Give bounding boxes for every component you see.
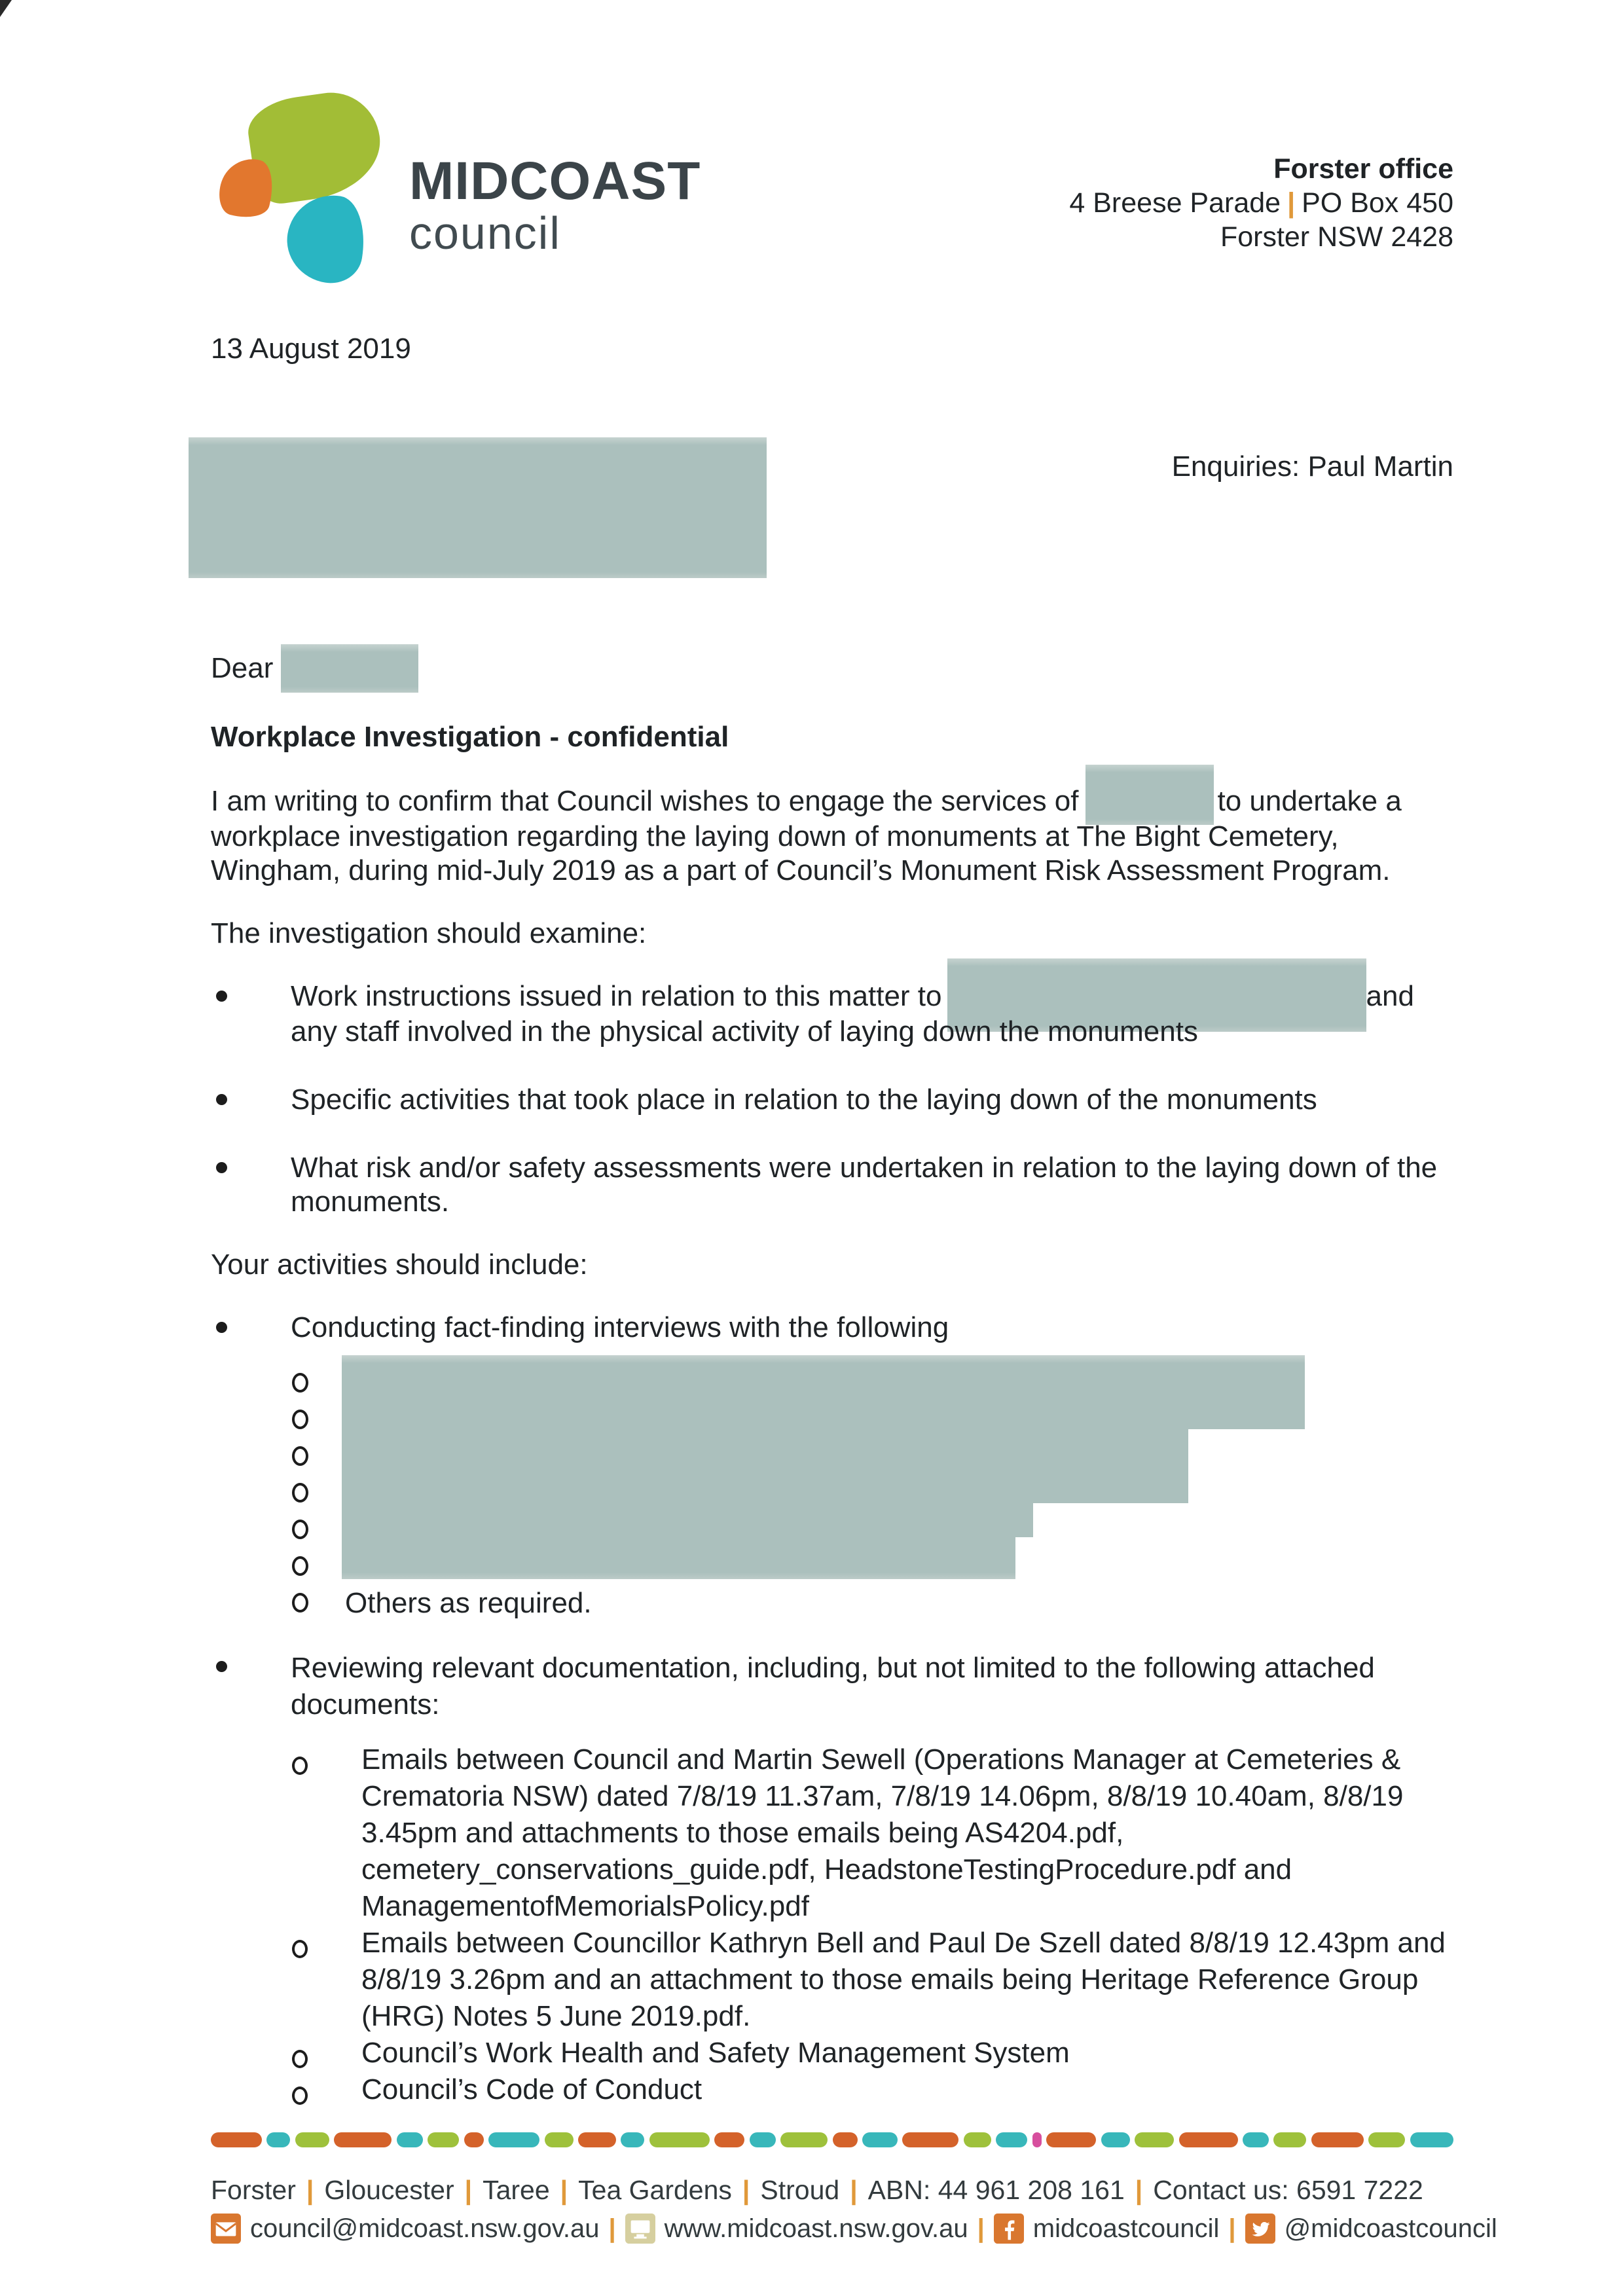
- divider-dash: [1046, 2132, 1096, 2147]
- divider-dash: [750, 2132, 776, 2147]
- footer-town: Stroud: [760, 2175, 840, 2205]
- separator-pipe: |: [742, 2175, 750, 2205]
- divider-dash: [649, 2132, 710, 2147]
- paragraph-1: [211, 784, 1458, 887]
- office-address-line1: [1069, 186, 1453, 220]
- divider-dash: [334, 2132, 392, 2147]
- divider-dash: [862, 2132, 898, 2147]
- office-title: Forster office: [1273, 153, 1453, 185]
- divider-dash: [578, 2132, 616, 2147]
- list-item: [211, 1151, 1458, 1219]
- documents-bullet-list: [211, 1650, 1458, 1723]
- divider-dash: [428, 2132, 459, 2147]
- list-item: [211, 1548, 1458, 1585]
- document-item-text: Emails between Council and Martin Sewell (Operations Manager at Cemeteries & Crematoria NSW) dated 7/8/19 11.37am, 7/8/19 14.06pm, 8/8/19 10.40am, 8/8/19 3.45pm and attachments to those emails being AS4204.pdf, cemetery_conservations_guide.pdf, HeadstoneTestingProcedure.pdf and ManagementofMemorialsPolicy.pdf: [361, 1743, 1404, 1922]
- inline-redaction: [1085, 765, 1214, 825]
- footer-town: Forster: [211, 2175, 296, 2205]
- circle-marker-icon: [292, 1446, 308, 1466]
- paragraph-1-text-cont: to undertake a workplace investigation regarding the laying down of monuments at The Bight Cemetery, Wingham, during mid-July 2019 as a part of Council’s Monument Risk Assessment Program.: [211, 785, 1402, 886]
- footer-town: Tea Gardens: [578, 2175, 732, 2205]
- midcoast-council-logo: [221, 88, 718, 291]
- divider-dash: [833, 2132, 858, 2147]
- separator-pipe: |: [464, 2175, 473, 2205]
- letter-footer: [211, 2132, 1497, 2244]
- list-item-text: Others as required.: [345, 1587, 592, 1619]
- list-item: [211, 2071, 1458, 2108]
- street-address: 4 Breese Parade: [1069, 187, 1281, 219]
- facebook-icon: [994, 2214, 1024, 2244]
- enquiries-line: Enquiries: Paul Martin: [1171, 450, 1453, 483]
- divider-dash: [266, 2132, 290, 2147]
- list-item: [211, 1438, 1458, 1475]
- bullet-dot-icon: [216, 1661, 227, 1672]
- bullet-dot-icon: [216, 1322, 227, 1333]
- divider-dash: [1032, 2132, 1042, 2147]
- circle-marker-icon: [292, 1556, 308, 1576]
- document-item-text: Emails between Councillor Kathryn Bell and Paul De Szell dated 8/8/19 12.43pm and 8/8/19 3.26pm and an attachment to those emails being Heritage Reference Group (HRG) Notes 5 June 2019.pdf.: [361, 1927, 1446, 2032]
- separator-pipe: |: [1287, 187, 1296, 219]
- footer-abn: ABN: 44 961 208 161: [867, 2175, 1125, 2205]
- divider-dash: [1243, 2132, 1269, 2147]
- bullet-dot-icon: [216, 991, 227, 1002]
- list-item: [211, 1311, 1458, 1345]
- divider-dash: [1368, 2132, 1405, 2147]
- footer-twitter-handle: @midcoastcouncil: [1284, 2214, 1497, 2243]
- list-item: [211, 1402, 1458, 1438]
- divider-dash: [964, 2132, 991, 2147]
- divider-dash: [1410, 2132, 1453, 2147]
- divider-dash: [295, 2132, 329, 2147]
- separator-pipe: |: [560, 2175, 568, 2205]
- circle-marker-icon: [292, 2050, 308, 2068]
- document-items: [211, 1741, 1458, 2108]
- circle-marker-icon: [292, 1520, 308, 1539]
- envelope-icon: [211, 2214, 241, 2244]
- letter-body: [211, 651, 1458, 1345]
- circle-marker-icon: [292, 1593, 308, 1613]
- bullet-text: Conducting fact-finding interviews with the following: [291, 1311, 949, 1344]
- list-item: [211, 1512, 1458, 1548]
- bullet-text: Reviewing relevant documentation, including, but not limited to the following attached documents:: [291, 1652, 1375, 1721]
- bullet-dot-icon: [216, 1094, 227, 1105]
- circle-marker-icon: [292, 1373, 308, 1393]
- salutation: Dear: [211, 652, 274, 684]
- logo-subname: council: [409, 208, 561, 259]
- logo-wordmark: [409, 151, 701, 259]
- divider-dash: [1311, 2132, 1364, 2147]
- bullet-text-cont: and any staff involved in the physical activity of laying down the monuments: [291, 979, 1414, 1048]
- footer-contact: Contact us: 6591 7222: [1153, 2175, 1423, 2205]
- office-address-line2: Forster NSW 2428: [1220, 221, 1453, 253]
- divider-dash: [902, 2132, 958, 2147]
- letter-date: 13 August 2019: [211, 333, 411, 365]
- footer-town: Taree: [483, 2175, 550, 2205]
- document-item-text: Council’s Code of Conduct: [361, 2073, 702, 2105]
- logo-teal-blob-icon: [281, 189, 371, 288]
- circle-marker-icon: [292, 1757, 308, 1775]
- footer-email: council@midcoast.nsw.gov.au: [250, 2214, 600, 2243]
- list-item: [211, 979, 1458, 1049]
- logo-name: MIDCOAST: [409, 151, 701, 211]
- list-item: [211, 1585, 1458, 1622]
- divider-dash: [397, 2132, 423, 2147]
- divider-dash: [714, 2132, 744, 2147]
- footer-website: www.midcoast.nsw.gov.au: [664, 2214, 968, 2243]
- salutation-line: [211, 651, 1458, 686]
- circle-marker-icon: [292, 1483, 308, 1503]
- footer-town: Gloucester: [324, 2175, 454, 2205]
- circle-marker-icon: [292, 2086, 308, 2105]
- list-item: [211, 1475, 1458, 1512]
- divider-dash: [1179, 2132, 1238, 2147]
- bullet-text: Work instructions issued in relation to this matter to: [291, 979, 942, 1012]
- divider-dash: [464, 2132, 484, 2147]
- list-item: [211, 1650, 1458, 1723]
- documents-section: [211, 1650, 1458, 2108]
- bullet-text: What risk and/or safety assessments were undertaken in relation to the laying down of the monuments.: [291, 1152, 1438, 1218]
- activities-intro: Your activities should include:: [211, 1248, 588, 1281]
- separator-pipe: |: [608, 2214, 616, 2243]
- document-item-text: Council’s Work Health and Safety Management System: [361, 2037, 1070, 2069]
- divider-dash: [1135, 2132, 1174, 2147]
- list-item: [211, 1365, 1458, 1402]
- divider-dash: [621, 2132, 644, 2147]
- separator-pipe: |: [850, 2175, 858, 2205]
- examine-intro: The investigation should examine:: [211, 917, 647, 949]
- list-item: [211, 1083, 1458, 1117]
- divider-dash: [1101, 2132, 1130, 2147]
- recipient-name-redaction: [281, 644, 418, 693]
- office-address-block: [1069, 152, 1453, 254]
- list-item: [211, 1925, 1458, 2035]
- divider-dash: [488, 2132, 539, 2147]
- footer-contacts-line: [211, 2214, 1497, 2244]
- list-item: [211, 2035, 1458, 2071]
- footer-towns-line: [211, 2175, 1453, 2206]
- activities-list: [211, 1311, 1458, 1345]
- po-box: PO Box 450: [1302, 187, 1453, 219]
- separator-pipe: |: [977, 2214, 985, 2243]
- bullet-text: Specific activities that took place in relation to the laying down of the monuments: [291, 1084, 1317, 1116]
- subject-line: Workplace Investigation - confidential: [211, 721, 729, 754]
- circle-marker-icon: [292, 1940, 308, 1958]
- footer-facebook-handle: midcoastcouncil: [1032, 2214, 1220, 2243]
- separator-pipe: |: [1135, 2175, 1143, 2205]
- twitter-icon: [1245, 2214, 1275, 2244]
- divider-dash: [780, 2132, 828, 2147]
- recipient-address-redaction: [189, 437, 767, 578]
- footer-divider: [211, 2132, 1453, 2147]
- bullet-dot-icon: [216, 1162, 227, 1173]
- divider-dash: [1273, 2132, 1306, 2147]
- divider-dash: [211, 2132, 262, 2147]
- interview-list: [211, 1365, 1458, 1622]
- list-item: [211, 1741, 1458, 1925]
- divider-dash: [545, 2132, 574, 2147]
- divider-dash: [996, 2132, 1027, 2147]
- separator-pipe: |: [306, 2175, 314, 2205]
- scan-artifact: [0, 0, 12, 17]
- website-icon: [625, 2214, 655, 2244]
- paragraph-1-text: I am writing to confirm that Council wishes to engage the services of: [211, 785, 1079, 818]
- separator-pipe: |: [1228, 2214, 1236, 2243]
- examine-list: [211, 979, 1458, 1219]
- circle-marker-icon: [292, 1410, 308, 1429]
